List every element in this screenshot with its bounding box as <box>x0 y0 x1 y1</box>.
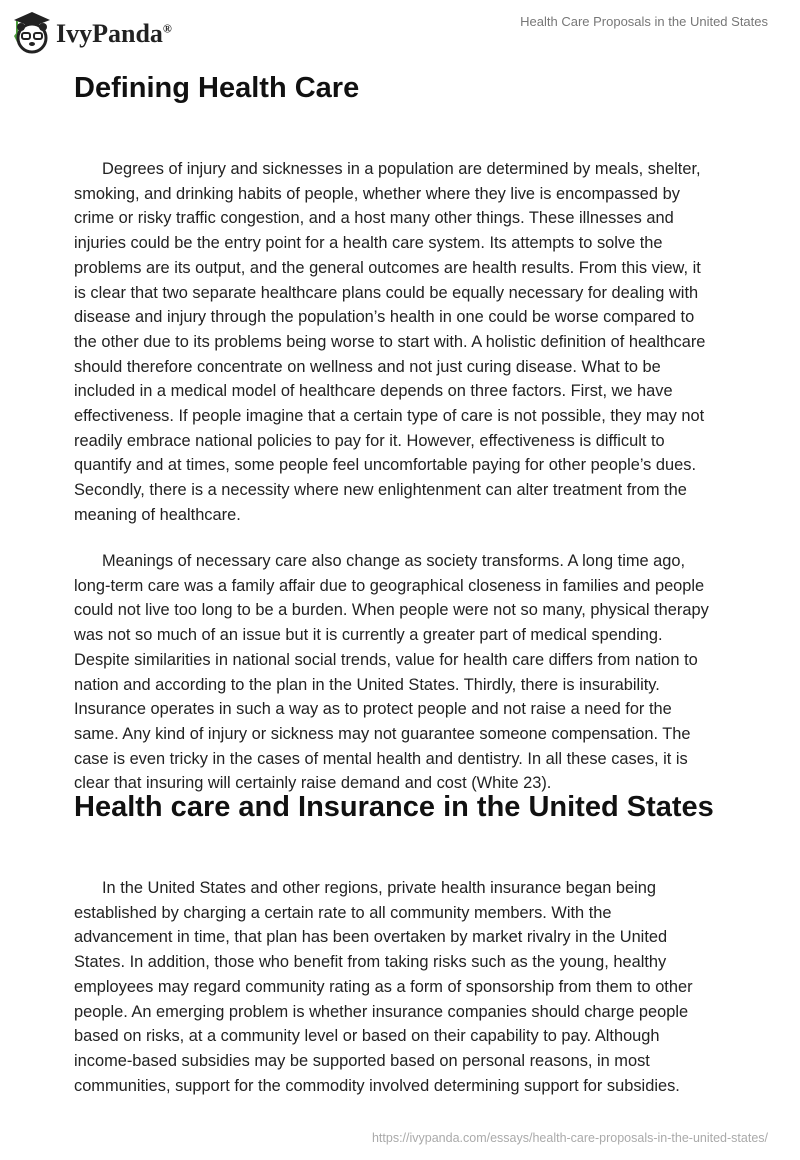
document-title: Health Care Proposals in the United States <box>520 14 768 29</box>
logo-text: IvyPanda <box>56 19 163 48</box>
text-line: case is even tricky in the cases of mental health and dentistry. In all these cases, it is <box>74 749 688 768</box>
registered-mark: ® <box>162 21 172 36</box>
paragraph <box>74 549 709 796</box>
text-line: effectiveness. If people imagine that a certain type of care is not possible, they may not <box>74 407 705 426</box>
text-line: same. Any kind of injury or sickness may not guarantee someone compensation. The <box>74 724 691 743</box>
text-line: established by charging a certain rate to all community members. With the <box>74 903 612 922</box>
text-line: States. In addition, those who benefit from taking risks such as the young, healthy <box>74 953 667 972</box>
text-line: employees may regard community rating as a form of sponsorship from them to other <box>74 977 693 996</box>
paragraph <box>74 157 705 528</box>
text-line: Meanings of necessary care also change as society transforms. A long time ago, <box>102 552 686 570</box>
text-line: readily embrace national policies to pay for it. However, effectiveness is difficult to <box>74 431 665 450</box>
text-line: crime or risky traffic congestion, and a host many other things. These illnesses and <box>74 209 674 228</box>
text-line: people. An emerging problem is whether insurance companies should charge people <box>74 1002 689 1021</box>
source-url[interactable]: https://ivypanda.com/essays/health-care-proposals-in-the-united-states/ <box>371 1131 768 1145</box>
text-line: In the United States and other regions, private health insurance began being <box>102 879 657 897</box>
section-heading: Defining Health Care <box>74 72 360 104</box>
ivypanda-logo[interactable] <box>12 8 172 54</box>
text-line: long-term care was a family affair due to geographical closeness in families and people <box>74 576 705 595</box>
text-line: income-based subsidies may be supported based on personal reasons, in most <box>74 1051 650 1070</box>
text-line: Despite similarities in national social trends, value for health care differs from nation to <box>74 650 698 669</box>
text-line: based on risks, at a community level or based on their capability to pay. Although <box>74 1027 660 1046</box>
section-heading: Health care and Insurance in the United States <box>74 791 714 823</box>
text-line: Degrees of injury and sicknesses in a population are determined by meals, shelter, <box>102 160 701 178</box>
text-line: included in a medical model of healthcare depends on three factors. First, we have <box>74 382 673 401</box>
text-line: disease and injury through the population’s health in one could be worse compared to <box>74 308 695 327</box>
paragraph <box>74 876 693 1098</box>
text-line: clear that insuring will certainly raise demand and cost (White 23). <box>74 774 552 793</box>
text-line: Secondly, there is a necessity where new enlightenment can alter treatment from the <box>74 481 687 500</box>
page-header <box>0 0 800 60</box>
text-line: advancement in time, that plan has been overtaken by market rivalry in the United <box>74 928 668 947</box>
text-line: meaning of healthcare. <box>74 505 241 524</box>
text-line: should therefore concentrate on wellness and not just curing disease. What to be <box>74 357 661 376</box>
text-line: quantify and at times, some people feel uncomfortable paying for other people’s dues. <box>74 456 697 475</box>
text-line: is clear that two separate healthcare plans could be equally necessary for dealing with <box>74 283 699 302</box>
panda-graduate-icon <box>12 8 52 54</box>
text-line: communities, support for the commodity involved determining support for subsidies. <box>74 1076 680 1095</box>
text-line: nation and according to the plan in the United States. Thirdly, there is insurability. <box>74 675 660 694</box>
text-line: injuries could be the entry point for a health care system. Its attempts to solve the <box>74 234 663 253</box>
text-line: smoking, and drinking habits of people, whether where they live is encompassed by <box>74 184 680 203</box>
text-line: problems are its output, and the general outcomes are health results. From this view, it <box>74 258 701 277</box>
text-line: Insurance operates in such a way as to protect people and not raise a need for the <box>74 700 672 719</box>
text-line: could not live too long to be a burden. When people were not so many, physical therapy <box>74 601 709 620</box>
text-line: was not so much of an issue but it is currently a greater part of medical spending. <box>74 626 663 645</box>
text-line: the other due to its problems being worse to start with. A holistic definition of healthcare <box>74 332 706 351</box>
